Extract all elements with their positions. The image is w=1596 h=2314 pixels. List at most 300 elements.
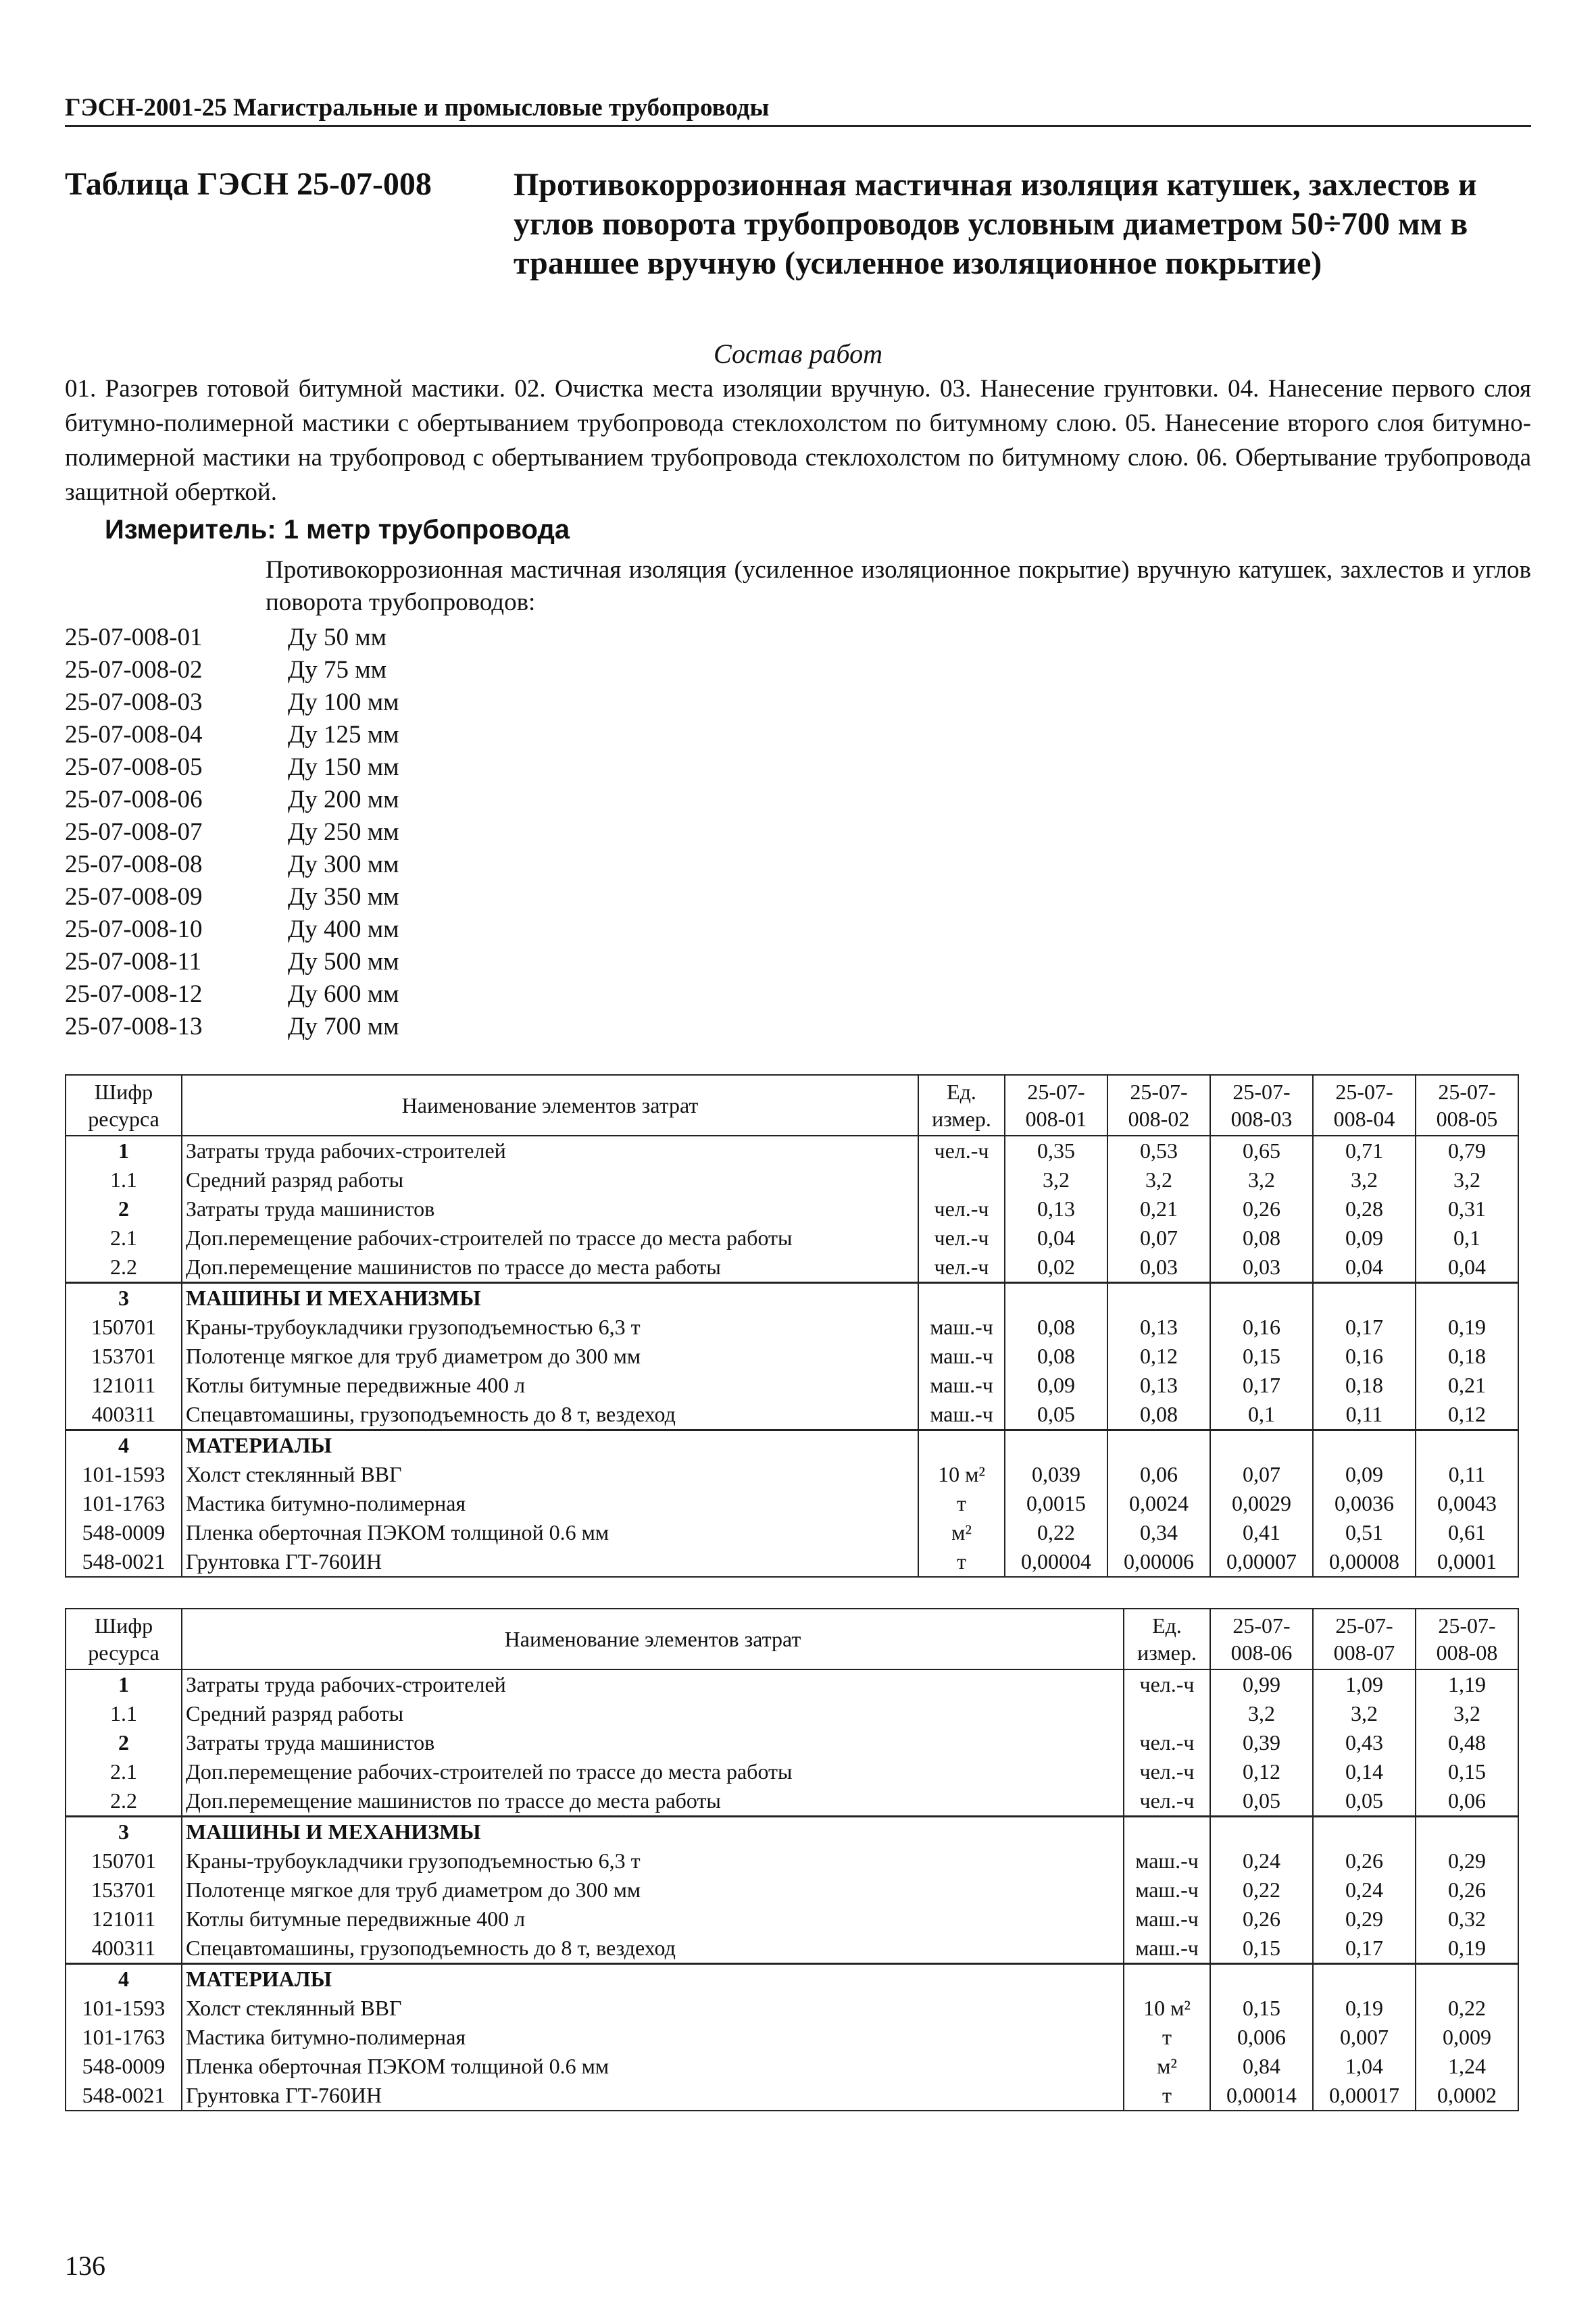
cell-value: 0,21 — [1416, 1371, 1518, 1400]
cell-value: 0,28 — [1313, 1194, 1416, 1224]
cell-value: 0,79 — [1416, 1136, 1518, 1165]
cell-value: 0,19 — [1313, 1994, 1416, 2023]
cell-value: 0,26 — [1313, 1846, 1416, 1876]
cell-code: 150701 — [66, 1846, 182, 1876]
header-unit-line: измер. — [1137, 1640, 1197, 1665]
header-unit — [1124, 1609, 1210, 1669]
header-norm-line: 25-07- — [1232, 1613, 1291, 1638]
cell-code: 121011 — [66, 1371, 182, 1400]
table-title: Противокоррозионная мастичная изоляция катушек, захлестов и углов поворота трубопроводов условным диаметром 50÷700 мм в траншее вручную (усиленное изоляционное покрытие) — [514, 167, 1477, 281]
cell-value — [1416, 1817, 1518, 1847]
cell-value — [1210, 1430, 1313, 1461]
cell-value: 0,09 — [1005, 1371, 1107, 1400]
cell-code: 1.1 — [66, 1165, 182, 1194]
code-list — [65, 622, 399, 1043]
cell-value: 0,19 — [1416, 1313, 1518, 1342]
cell-code: 4 — [66, 1430, 182, 1461]
norms-table-1 — [65, 1074, 1519, 1578]
code-list-desc: Ду 400 мм — [288, 915, 399, 943]
cell-value: 0,0036 — [1313, 1489, 1416, 1518]
table-row — [66, 1313, 1518, 1342]
cell-value: 1,24 — [1416, 2052, 1518, 2081]
cell-code: 548-0021 — [66, 1547, 182, 1577]
table-row — [66, 1518, 1518, 1547]
table-row — [66, 1136, 1518, 1165]
header-norm-line: 25-07- — [1335, 1613, 1393, 1638]
cell-name: Затраты труда рабочих-строителей — [182, 1136, 918, 1165]
code-list-desc: Ду 125 мм — [288, 721, 399, 749]
cell-value — [1005, 1283, 1107, 1313]
cell-value: 0,12 — [1107, 1342, 1210, 1371]
table-row — [66, 1964, 1518, 1994]
cell-value: 0,15 — [1210, 1342, 1313, 1371]
cell-name: МАШИНЫ И МЕХАНИЗМЫ — [182, 1817, 1124, 1847]
cell-value: 0,03 — [1107, 1253, 1210, 1283]
cell-unit — [1124, 1817, 1210, 1847]
table-row — [66, 1165, 1518, 1194]
code-list-code: 25-07-008-09 — [65, 883, 203, 911]
header-unit-line: измер. — [932, 1107, 991, 1131]
cell-value: 0,21 — [1107, 1194, 1210, 1224]
cell-unit: маш.-ч — [918, 1342, 1005, 1371]
code-list-desc: Ду 700 мм — [288, 1013, 399, 1040]
table-row — [66, 1846, 1518, 1876]
cell-value: 0,13 — [1107, 1313, 1210, 1342]
cell-value: 0,29 — [1313, 1905, 1416, 1934]
cell-value — [1416, 1283, 1518, 1313]
cell-name: Спецавтомашины, грузоподъемность до 8 т, вездеход — [182, 1400, 918, 1430]
code-list-code: 25-07-008-12 — [65, 980, 203, 1008]
cell-value: 0,0024 — [1107, 1489, 1210, 1518]
header-norm-code — [1107, 1075, 1210, 1136]
cell-code: 548-0021 — [66, 2081, 182, 2111]
cell-unit — [918, 1165, 1005, 1194]
cell-value: 0,039 — [1005, 1460, 1107, 1489]
cell-name: МАТЕРИАЛЫ — [182, 1430, 918, 1461]
table-row — [66, 1194, 1518, 1224]
cell-unit: чел.-ч — [1124, 1757, 1210, 1786]
cell-unit: 10 м² — [1124, 1994, 1210, 2023]
cell-unit: чел.-ч — [918, 1253, 1005, 1283]
cell-value: 0,71 — [1313, 1136, 1416, 1165]
cell-value: 0,00004 — [1005, 1547, 1107, 1577]
cell-code: 101-1763 — [66, 2023, 182, 2052]
code-list-desc: Ду 200 мм — [288, 786, 399, 813]
cell-value: 0,26 — [1210, 1194, 1313, 1224]
cell-name: Полотенце мягкое для труб диаметром до 300 мм — [182, 1342, 918, 1371]
code-list-code: 25-07-008-08 — [65, 851, 203, 878]
cell-name: Затраты труда машинистов — [182, 1728, 1124, 1757]
code-list-code: 25-07-008-02 — [65, 656, 203, 684]
header-unit-line: Ед. — [1152, 1613, 1182, 1638]
table-row — [66, 2052, 1518, 2081]
cell-value: 0,51 — [1313, 1518, 1416, 1547]
code-list-desc: Ду 500 мм — [288, 948, 399, 976]
cell-value: 0,00008 — [1313, 1547, 1416, 1577]
header-code-line: ресурса — [88, 1640, 159, 1665]
header-norm-line: 25-07- — [1335, 1080, 1393, 1104]
cell-value: 0,22 — [1416, 1994, 1518, 2023]
cell-unit: маш.-ч — [1124, 1905, 1210, 1934]
code-list-code: 25-07-008-13 — [65, 1013, 203, 1040]
cell-unit: чел.-ч — [1124, 1669, 1210, 1699]
cell-value: 1,09 — [1313, 1669, 1416, 1699]
cell-value: 3,2 — [1210, 1699, 1313, 1728]
cell-name: Краны-трубоукладчики грузоподъемностью 6,3 т — [182, 1846, 1124, 1876]
cell-value: 0,12 — [1416, 1400, 1518, 1430]
cell-unit: м² — [1124, 2052, 1210, 2081]
cell-unit: т — [1124, 2081, 1210, 2111]
cell-name: Полотенце мягкое для труб диаметром до 300 мм — [182, 1876, 1124, 1905]
table-row — [66, 2023, 1518, 2052]
cell-code: 153701 — [66, 1342, 182, 1371]
code-list-item — [65, 654, 399, 686]
cell-value — [1210, 1283, 1313, 1313]
cell-value: 0,16 — [1313, 1342, 1416, 1371]
cell-unit: м² — [918, 1518, 1005, 1547]
header-norm-code — [1416, 1075, 1518, 1136]
cell-name: Холст стеклянный ВВГ — [182, 1460, 918, 1489]
cell-value: 0,84 — [1210, 2052, 1313, 2081]
header-code-line: Шифр — [94, 1080, 153, 1104]
code-list-desc: Ду 50 мм — [288, 624, 387, 651]
cell-code: 400311 — [66, 1934, 182, 1964]
cell-value: 3,2 — [1313, 1699, 1416, 1728]
code-list-item — [65, 686, 399, 719]
table-row — [66, 1699, 1518, 1728]
section-heading: Состав работ — [714, 338, 882, 369]
cell-value: 0,08 — [1210, 1224, 1313, 1253]
header-norm-line: 008-08 — [1436, 1640, 1498, 1665]
cell-value: 0,0029 — [1210, 1489, 1313, 1518]
cell-value: 0,18 — [1416, 1342, 1518, 1371]
code-list-item — [65, 946, 399, 978]
cell-value: 0,12 — [1210, 1757, 1313, 1786]
cell-unit: маш.-ч — [918, 1400, 1005, 1430]
cell-value: 3,2 — [1005, 1165, 1107, 1194]
cell-code: 101-1763 — [66, 1489, 182, 1518]
cell-value: 0,16 — [1210, 1313, 1313, 1342]
cell-value: 0,0015 — [1005, 1489, 1107, 1518]
cell-value: 0,13 — [1107, 1371, 1210, 1400]
cell-unit: чел.-ч — [918, 1224, 1005, 1253]
cell-value: 0,24 — [1210, 1846, 1313, 1876]
cell-value: 3,2 — [1313, 1165, 1416, 1194]
cell-value: 0,11 — [1313, 1400, 1416, 1430]
cell-unit: 10 м² — [918, 1460, 1005, 1489]
cell-name: МАШИНЫ И МЕХАНИЗМЫ — [182, 1283, 918, 1313]
table-row — [66, 1224, 1518, 1253]
cell-unit: т — [1124, 2023, 1210, 2052]
cell-value: 0,19 — [1416, 1934, 1518, 1964]
table-row — [66, 1934, 1518, 1964]
code-list-code: 25-07-008-11 — [65, 948, 202, 976]
code-list-item — [65, 849, 399, 881]
code-list-item — [65, 978, 399, 1011]
code-list-item — [65, 816, 399, 849]
cell-value: 0,04 — [1313, 1253, 1416, 1283]
cell-name: Мастика битумно-полимерная — [182, 2023, 1124, 2052]
header-unit — [918, 1075, 1005, 1136]
cell-unit — [918, 1283, 1005, 1313]
code-list-desc: Ду 75 мм — [288, 656, 387, 684]
code-list-code: 25-07-008-06 — [65, 786, 203, 813]
cell-name: Грунтовка ГТ-760ИН — [182, 2081, 1124, 2111]
table-row — [66, 1489, 1518, 1518]
cell-value: 0,00017 — [1313, 2081, 1416, 2111]
cell-code: 1 — [66, 1136, 182, 1165]
table-row — [66, 2081, 1518, 2111]
cell-value: 0,02 — [1005, 1253, 1107, 1283]
header-norm-line: 008-05 — [1436, 1107, 1498, 1131]
code-list-item — [65, 622, 399, 654]
header-norm-code — [1005, 1075, 1107, 1136]
cell-value: 0,0001 — [1416, 1547, 1518, 1577]
code-list-item — [65, 1011, 399, 1043]
cell-value: 0,09 — [1313, 1224, 1416, 1253]
table-row — [66, 1547, 1518, 1577]
cell-unit: маш.-ч — [1124, 1934, 1210, 1964]
table-header-row — [66, 1075, 1518, 1136]
table-row — [66, 1371, 1518, 1400]
cell-value: 0,00006 — [1107, 1547, 1210, 1577]
work-description: 01. Разогрев готовой битумной мастики. 02. Очистка места изоляции вручную. 03. Нанесение грунтовки. 04. Нанесение первого слоя битумно-полимерной мастики с обертыванием трубопровода стеклохолстом по битумному слою. 05. Нанесение второго слоя битумно-полимерной мастики на трубопровод с обертыванием трубопровода стеклохолстом по битумному слою. 06. Обертывание трубопровода защитной оберткой. — [65, 375, 1531, 506]
header-name: Наименование элементов затрат — [182, 1075, 918, 1136]
cell-name: МАТЕРИАЛЫ — [182, 1964, 1124, 1994]
header-norm-line: 008-03 — [1230, 1107, 1293, 1131]
code-list-item — [65, 881, 399, 913]
cell-value: 0,0002 — [1416, 2081, 1518, 2111]
cell-value: 0,39 — [1210, 1728, 1313, 1757]
cell-code: 2.1 — [66, 1224, 182, 1253]
table-row — [66, 1757, 1518, 1786]
cell-value: 0,1 — [1210, 1400, 1313, 1430]
cell-value: 3,2 — [1416, 1699, 1518, 1728]
table-header-row — [66, 1609, 1518, 1669]
cell-value: 0,18 — [1313, 1371, 1416, 1400]
table-row — [66, 1905, 1518, 1934]
cell-name: Грунтовка ГТ-760ИН — [182, 1547, 918, 1577]
table-row — [66, 1876, 1518, 1905]
code-list-desc: Ду 350 мм — [288, 883, 399, 911]
cell-code: 400311 — [66, 1400, 182, 1430]
cell-value — [1313, 1964, 1416, 1994]
table-id: Таблица ГЭСН 25-07-008 — [65, 166, 432, 202]
header-norm-code — [1313, 1609, 1416, 1669]
cell-value: 0,26 — [1210, 1905, 1313, 1934]
code-list-item — [65, 719, 399, 751]
header-norm-line: 25-07- — [1438, 1613, 1496, 1638]
cell-unit: т — [918, 1547, 1005, 1577]
cell-name: Котлы битумные передвижные 400 л — [182, 1905, 1124, 1934]
cell-value — [1416, 1964, 1518, 1994]
cell-name: Средний разряд работы — [182, 1699, 1124, 1728]
cell-name: Холст стеклянный ВВГ — [182, 1994, 1124, 2023]
table-row — [66, 1669, 1518, 1699]
table-row — [66, 1430, 1518, 1461]
measure-unit: Измеритель: 1 метр трубопровода — [105, 515, 570, 545]
cell-value: 0,05 — [1005, 1400, 1107, 1430]
running-header: ГЭСН-2001-25 Магистральные и промысловые трубопроводы — [65, 93, 1531, 127]
header-norm-code — [1210, 1609, 1313, 1669]
cell-name: Средний разряд работы — [182, 1165, 918, 1194]
table-row — [66, 1342, 1518, 1371]
cell-unit — [918, 1430, 1005, 1461]
cell-unit: маш.-ч — [918, 1371, 1005, 1400]
cell-value: 3,2 — [1210, 1165, 1313, 1194]
cell-value: 0,08 — [1005, 1342, 1107, 1371]
cell-name: Доп.перемещение рабочих-строителей по трассе до места работы — [182, 1224, 918, 1253]
cell-value: 0,99 — [1210, 1669, 1313, 1699]
cell-unit: чел.-ч — [1124, 1728, 1210, 1757]
cell-code: 4 — [66, 1964, 182, 1994]
cell-value: 0,007 — [1313, 2023, 1416, 2052]
cell-value: 0,26 — [1416, 1876, 1518, 1905]
code-list-item — [65, 784, 399, 816]
header-code-line: Шифр — [94, 1613, 153, 1638]
code-list-code: 25-07-008-05 — [65, 753, 203, 781]
cell-code: 101-1593 — [66, 1994, 182, 2023]
table-row — [66, 1817, 1518, 1847]
cell-unit — [1124, 1964, 1210, 1994]
code-list-code: 25-07-008-04 — [65, 721, 203, 749]
cell-value: 0,53 — [1107, 1136, 1210, 1165]
cell-value: 0,31 — [1416, 1194, 1518, 1224]
cell-value: 0,006 — [1210, 2023, 1313, 2052]
cell-value: 0,48 — [1416, 1728, 1518, 1757]
cell-value — [1210, 1817, 1313, 1847]
cell-value: 0,15 — [1416, 1757, 1518, 1786]
norms-table-2 — [65, 1608, 1519, 2111]
header-norm-line: 25-07- — [1027, 1080, 1085, 1104]
cell-code: 2 — [66, 1728, 182, 1757]
cell-name: Краны-трубоукладчики грузоподъемностью 6,3 т — [182, 1313, 918, 1342]
cell-code: 2.1 — [66, 1757, 182, 1786]
cell-unit: чел.-ч — [1124, 1786, 1210, 1817]
cell-code: 2.2 — [66, 1786, 182, 1817]
header-unit-line: Ед. — [947, 1080, 976, 1104]
code-list-item — [65, 751, 399, 784]
cell-name: Мастика битумно-полимерная — [182, 1489, 918, 1518]
code-list-desc: Ду 300 мм — [288, 851, 399, 878]
header-norm-line: 25-07- — [1232, 1080, 1291, 1104]
header-norm-line: 008-02 — [1128, 1107, 1190, 1131]
cell-value: 1,04 — [1313, 2052, 1416, 2081]
cell-value: 3,2 — [1107, 1165, 1210, 1194]
cell-value: 0,35 — [1005, 1136, 1107, 1165]
header-norm-line: 25-07- — [1130, 1080, 1188, 1104]
cell-value: 0,05 — [1313, 1786, 1416, 1817]
cell-value: 0,22 — [1005, 1518, 1107, 1547]
cell-value: 0,07 — [1107, 1224, 1210, 1253]
page-number: 136 — [65, 2250, 105, 2281]
cell-name: Спецавтомашины, грузоподъемность до 8 т, вездеход — [182, 1934, 1124, 1964]
cell-value: 0,15 — [1210, 1934, 1313, 1964]
code-list-desc: Ду 250 мм — [288, 818, 399, 846]
cell-value: 0,17 — [1313, 1313, 1416, 1342]
header-norm-code — [1210, 1075, 1313, 1136]
cell-value: 0,009 — [1416, 2023, 1518, 2052]
cell-value: 0,32 — [1416, 1905, 1518, 1934]
cell-unit: чел.-ч — [918, 1194, 1005, 1224]
header-norm-code — [1416, 1609, 1518, 1669]
cell-name: Пленка оберточная ПЭКОМ толщиной 0.6 мм — [182, 2052, 1124, 2081]
cell-value — [1210, 1964, 1313, 1994]
cell-code: 1 — [66, 1669, 182, 1699]
header-norm-line: 008-04 — [1333, 1107, 1395, 1131]
cell-code: 101-1593 — [66, 1460, 182, 1489]
table-row — [66, 1400, 1518, 1430]
cell-unit: маш.-ч — [1124, 1876, 1210, 1905]
table-row — [66, 1786, 1518, 1817]
table-row — [66, 1460, 1518, 1489]
cell-code: 150701 — [66, 1313, 182, 1342]
cell-value: 0,0043 — [1416, 1489, 1518, 1518]
header-norm-line: 008-06 — [1230, 1640, 1293, 1665]
cell-value — [1313, 1283, 1416, 1313]
header-code-line: ресурса — [88, 1107, 159, 1131]
header-norm-line: 25-07- — [1438, 1080, 1496, 1104]
cell-value: 0,04 — [1005, 1224, 1107, 1253]
cell-value: 0,07 — [1210, 1460, 1313, 1489]
cell-value: 0,05 — [1210, 1786, 1313, 1817]
cell-value: 1,19 — [1416, 1669, 1518, 1699]
code-list-code: 25-07-008-03 — [65, 688, 203, 716]
cell-value: 0,03 — [1210, 1253, 1313, 1283]
cell-unit: т — [918, 1489, 1005, 1518]
cell-unit: маш.-ч — [918, 1313, 1005, 1342]
cell-value: 0,14 — [1313, 1757, 1416, 1786]
cell-code: 153701 — [66, 1876, 182, 1905]
cell-name: Затраты труда рабочих-строителей — [182, 1669, 1124, 1699]
cell-value — [1416, 1430, 1518, 1461]
cell-value: 0,17 — [1313, 1934, 1416, 1964]
cell-value — [1313, 1817, 1416, 1847]
table-row — [66, 1253, 1518, 1283]
cell-value: 0,34 — [1107, 1518, 1210, 1547]
cell-value: 0,15 — [1210, 1994, 1313, 2023]
cell-value: 0,61 — [1416, 1518, 1518, 1547]
cell-unit — [1124, 1699, 1210, 1728]
intro-text: Противокоррозионная мастичная изоляция (усиленное изоляционное покрытие) вручную катушек, захлестов и углов поворота трубопроводов: — [266, 556, 1531, 616]
cell-unit: чел.-ч — [918, 1136, 1005, 1165]
table-row — [66, 1994, 1518, 2023]
code-list-code: 25-07-008-10 — [65, 915, 203, 943]
cell-value: 0,13 — [1005, 1194, 1107, 1224]
header-name: Наименование элементов затрат — [182, 1609, 1124, 1669]
code-list-code: 25-07-008-07 — [65, 818, 203, 846]
cell-value — [1005, 1430, 1107, 1461]
cell-code: 2.2 — [66, 1253, 182, 1283]
cell-value — [1107, 1283, 1210, 1313]
cell-name: Доп.перемещение машинистов по трассе до места работы — [182, 1786, 1124, 1817]
cell-value: 0,00014 — [1210, 2081, 1313, 2111]
cell-value: 3,2 — [1416, 1165, 1518, 1194]
cell-value: 0,06 — [1107, 1460, 1210, 1489]
cell-value — [1313, 1430, 1416, 1461]
cell-value: 0,65 — [1210, 1136, 1313, 1165]
cell-code: 548-0009 — [66, 1518, 182, 1547]
cell-value: 0,22 — [1210, 1876, 1313, 1905]
cell-name: Доп.перемещение рабочих-строителей по трассе до места работы — [182, 1757, 1124, 1786]
cell-value: 0,17 — [1210, 1371, 1313, 1400]
cell-value: 0,04 — [1416, 1253, 1518, 1283]
header-code — [66, 1609, 182, 1669]
cell-unit: маш.-ч — [1124, 1846, 1210, 1876]
cell-value: 0,06 — [1416, 1786, 1518, 1817]
cell-code: 1.1 — [66, 1699, 182, 1728]
code-list-desc: Ду 150 мм — [288, 753, 399, 781]
